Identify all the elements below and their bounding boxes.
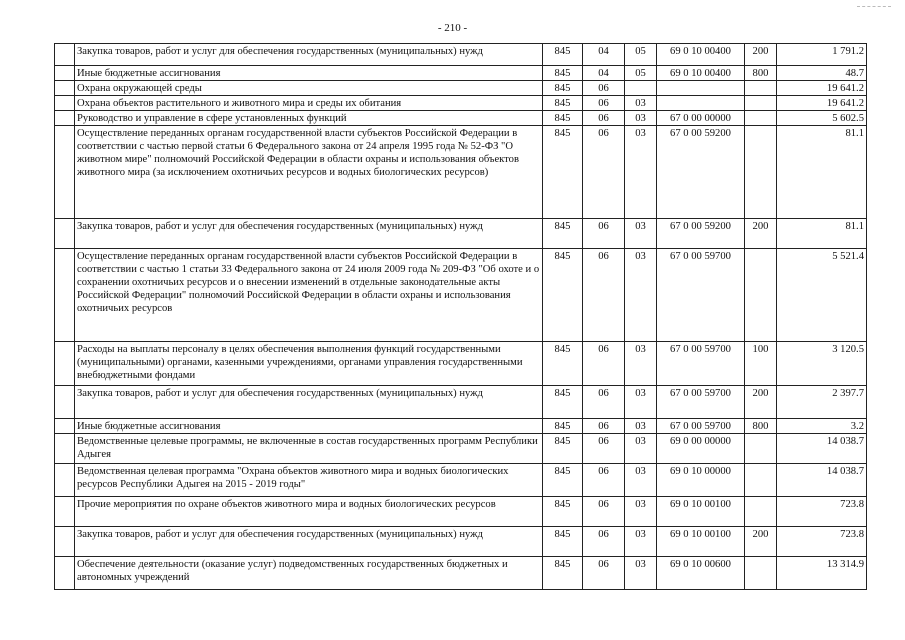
ministry-code: 845 <box>543 434 583 464</box>
ministry-code: 845 <box>543 386 583 419</box>
table-row <box>55 111 867 126</box>
expense-type <box>745 434 777 464</box>
amount: 81.1 <box>777 126 867 219</box>
ministry-code: 845 <box>543 111 583 126</box>
amount: 19 641.2 <box>777 81 867 96</box>
table-row <box>55 249 867 342</box>
expense-type: 200 <box>745 386 777 419</box>
expense-type <box>745 249 777 342</box>
row-name: Прочие мероприятия по охране объектов животного мира и водных биологических ресурсов <box>75 497 543 527</box>
ministry-code: 845 <box>543 44 583 66</box>
target-article: 67 0 00 59700 <box>657 342 745 386</box>
ministry-code: 845 <box>543 96 583 111</box>
table-row <box>55 464 867 497</box>
row-name: Охрана объектов растительного и животного мира и среды их обитания <box>75 96 543 111</box>
target-article: 69 0 10 00400 <box>657 44 745 66</box>
row-name: Иные бюджетные ассигнования <box>75 419 543 434</box>
amount: 5 602.5 <box>777 111 867 126</box>
table-row <box>55 66 867 81</box>
subsection-code: 03 <box>625 527 657 557</box>
table-row <box>55 126 867 219</box>
budget-table <box>54 43 867 590</box>
amount: 14 038.7 <box>777 434 867 464</box>
ministry-code: 845 <box>543 66 583 81</box>
row-name: Ведомственная целевая программа "Охрана объектов животного мира и водных биологических ресурсов Республики Адыгея на 2015 - 2019 годы" <box>75 464 543 497</box>
scan-mark <box>857 6 891 9</box>
row-name: Обеспечение деятельности (оказание услуг) подведомственных государственных бюджетных и автономных учреждений <box>75 557 543 590</box>
ministry-code: 845 <box>543 219 583 249</box>
table-row <box>55 342 867 386</box>
row-blank-cell <box>55 527 75 557</box>
section-code: 06 <box>583 419 625 434</box>
subsection-code: 03 <box>625 419 657 434</box>
section-code: 06 <box>583 434 625 464</box>
expense-type: 200 <box>745 44 777 66</box>
page-number: - 210 - <box>437 22 468 34</box>
ministry-code: 845 <box>543 342 583 386</box>
row-name: Закупка товаров, работ и услуг для обеспечения государственных (муниципальных) нужд <box>75 44 543 66</box>
expense-type: 800 <box>745 66 777 81</box>
table-row <box>55 434 867 464</box>
target-article: 67 0 00 00000 <box>657 111 745 126</box>
row-blank-cell <box>55 96 75 111</box>
table-row <box>55 527 867 557</box>
table-row <box>55 96 867 111</box>
table-row <box>55 557 867 590</box>
row-blank-cell <box>55 434 75 464</box>
ministry-code: 845 <box>543 527 583 557</box>
expense-type <box>745 96 777 111</box>
subsection-code: 03 <box>625 342 657 386</box>
section-code: 06 <box>583 464 625 497</box>
target-article <box>657 96 745 111</box>
target-article: 69 0 10 00100 <box>657 497 745 527</box>
target-article: 69 0 00 00000 <box>657 434 745 464</box>
section-code: 06 <box>583 219 625 249</box>
table-row <box>55 386 867 419</box>
section-code: 06 <box>583 497 625 527</box>
expense-type: 200 <box>745 527 777 557</box>
row-blank-cell <box>55 249 75 342</box>
section-code: 06 <box>583 249 625 342</box>
subsection-code <box>625 81 657 96</box>
subsection-code: 03 <box>625 386 657 419</box>
table-row <box>55 44 867 66</box>
section-code: 06 <box>583 557 625 590</box>
section-code: 06 <box>583 527 625 557</box>
expense-type <box>745 497 777 527</box>
table-body <box>55 44 867 590</box>
expense-type <box>745 557 777 590</box>
subsection-code: 03 <box>625 497 657 527</box>
subsection-code: 03 <box>625 464 657 497</box>
amount: 1 791.2 <box>777 44 867 66</box>
target-article: 69 0 10 00600 <box>657 557 745 590</box>
subsection-code: 05 <box>625 66 657 81</box>
row-name: Охрана окружающей среды <box>75 81 543 96</box>
row-name: Иные бюджетные ассигнования <box>75 66 543 81</box>
section-code: 06 <box>583 111 625 126</box>
subsection-code: 03 <box>625 249 657 342</box>
amount: 48.7 <box>777 66 867 81</box>
row-blank-cell <box>55 386 75 419</box>
target-article: 67 0 00 59200 <box>657 219 745 249</box>
section-code: 04 <box>583 66 625 81</box>
amount: 13 314.9 <box>777 557 867 590</box>
target-article: 69 0 10 00100 <box>657 527 745 557</box>
row-blank-cell <box>55 66 75 81</box>
row-name: Руководство и управление в сфере установленных функций <box>75 111 543 126</box>
section-code: 04 <box>583 44 625 66</box>
subsection-code: 03 <box>625 96 657 111</box>
section-code: 06 <box>583 96 625 111</box>
amount: 3.2 <box>777 419 867 434</box>
amount: 3 120.5 <box>777 342 867 386</box>
subsection-code: 03 <box>625 434 657 464</box>
row-blank-cell <box>55 44 75 66</box>
subsection-code: 03 <box>625 126 657 219</box>
target-article: 67 0 00 59700 <box>657 249 745 342</box>
row-blank-cell <box>55 81 75 96</box>
ministry-code: 845 <box>543 81 583 96</box>
row-name: Осуществление переданных органам государственной власти субъектов Российской Федерации в соответствии с частью первой статьи 6 Федерального закона от 24 апреля 1995 года № 52-ФЗ "О животном мире" полномочий Российской Федерации в области охраны и использования объектов животного мира (за исключением охотничьих ресурсов и водных биологических ресурсов) <box>75 126 543 219</box>
target-article <box>657 81 745 96</box>
row-name: Ведомственные целевые программы, не включенные в состав государственных программ Республики Адыгея <box>75 434 543 464</box>
row-name: Расходы на выплаты персоналу в целях обеспечения выполнения функций государственными (муниципальными) органами, казенными учреждениями, органами управления государственными внебюджетными фондами <box>75 342 543 386</box>
target-article: 67 0 00 59700 <box>657 419 745 434</box>
table-row <box>55 81 867 96</box>
row-name: Закупка товаров, работ и услуг для обеспечения государственных (муниципальных) нужд <box>75 527 543 557</box>
target-article: 69 0 10 00000 <box>657 464 745 497</box>
ministry-code: 845 <box>543 557 583 590</box>
amount: 723.8 <box>777 497 867 527</box>
subsection-code: 03 <box>625 557 657 590</box>
expense-type <box>745 81 777 96</box>
ministry-code: 845 <box>543 464 583 497</box>
amount: 723.8 <box>777 527 867 557</box>
section-code: 06 <box>583 386 625 419</box>
row-blank-cell <box>55 219 75 249</box>
row-blank-cell <box>55 342 75 386</box>
expense-type <box>745 111 777 126</box>
row-blank-cell <box>55 464 75 497</box>
table-row <box>55 219 867 249</box>
row-blank-cell <box>55 111 75 126</box>
target-article: 69 0 10 00400 <box>657 66 745 81</box>
amount: 2 397.7 <box>777 386 867 419</box>
row-name: Закупка товаров, работ и услуг для обеспечения государственных (муниципальных) нужд <box>75 386 543 419</box>
expense-type <box>745 464 777 497</box>
amount: 81.1 <box>777 219 867 249</box>
row-blank-cell <box>55 126 75 219</box>
subsection-code: 03 <box>625 111 657 126</box>
section-code: 06 <box>583 81 625 96</box>
section-code: 06 <box>583 342 625 386</box>
target-article: 67 0 00 59200 <box>657 126 745 219</box>
ministry-code: 845 <box>543 249 583 342</box>
row-name: Закупка товаров, работ и услуг для обеспечения государственных (муниципальных) нужд <box>75 219 543 249</box>
subsection-code: 03 <box>625 219 657 249</box>
section-code: 06 <box>583 126 625 219</box>
amount: 19 641.2 <box>777 96 867 111</box>
table-row <box>55 419 867 434</box>
expense-type: 200 <box>745 219 777 249</box>
amount: 14 038.7 <box>777 464 867 497</box>
subsection-code: 05 <box>625 44 657 66</box>
row-blank-cell <box>55 497 75 527</box>
expense-type <box>745 126 777 219</box>
row-blank-cell <box>55 557 75 590</box>
row-name: Осуществление переданных органам государственной власти субъектов Российской Федерации в соответствии с частью 1 статьи 33 Федерального закона от 24 июля 2009 года № 209-ФЗ "Об охоте и о сохранении охотничьих ресурсов и о внесении изменений в отдельные законодательные акты Российской Федерации" полномочий Российской Федерации в области охраны и использования охотничьих ресурсов <box>75 249 543 342</box>
ministry-code: 845 <box>543 419 583 434</box>
amount: 5 521.4 <box>777 249 867 342</box>
row-blank-cell <box>55 419 75 434</box>
table-row <box>55 497 867 527</box>
expense-type: 100 <box>745 342 777 386</box>
ministry-code: 845 <box>543 126 583 219</box>
ministry-code: 845 <box>543 497 583 527</box>
expense-type: 800 <box>745 419 777 434</box>
target-article: 67 0 00 59700 <box>657 386 745 419</box>
